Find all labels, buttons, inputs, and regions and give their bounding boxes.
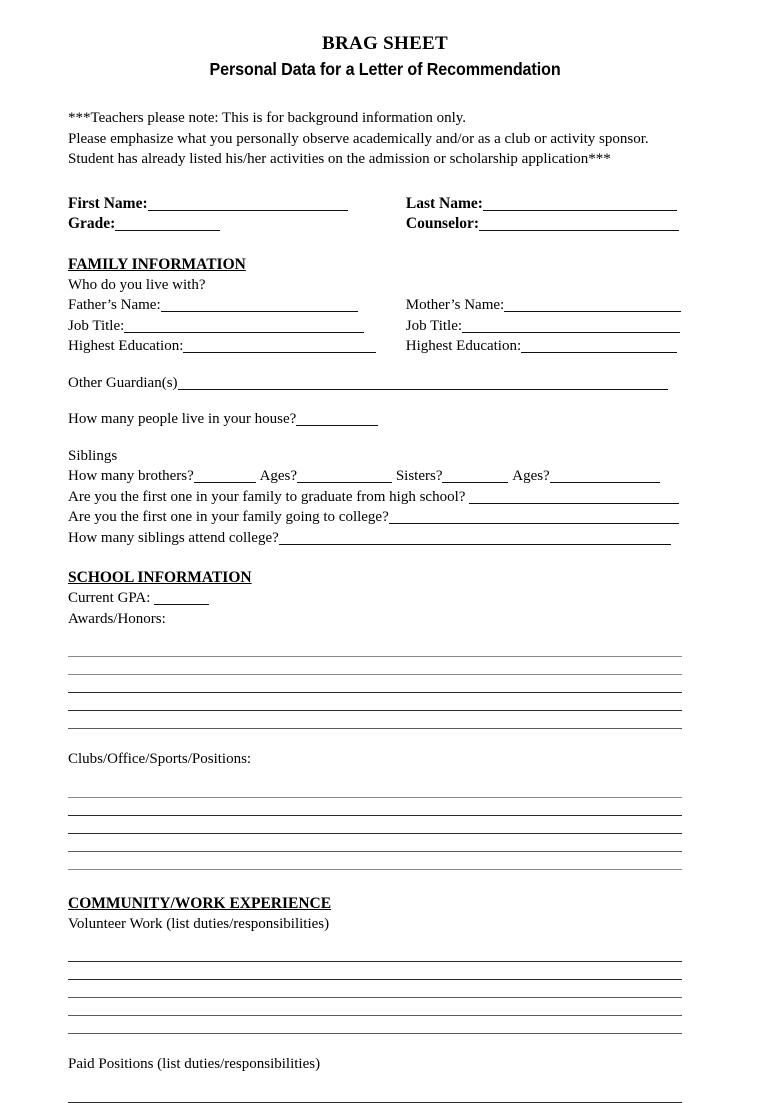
- siblings-college-label: How many siblings attend college?: [68, 529, 279, 546]
- brothers-label: How many brothers?: [68, 468, 194, 484]
- mother-name-field[interactable]: [406, 295, 681, 316]
- father-name-input[interactable]: [161, 298, 358, 312]
- write-in-line[interactable]: [68, 639, 682, 657]
- sisters-input[interactable]: [442, 469, 508, 483]
- first-name-input[interactable]: [148, 197, 348, 211]
- gpa-input[interactable]: [154, 591, 209, 605]
- live-with-label: Who do you live with?: [68, 276, 206, 293]
- write-in-line[interactable]: [68, 798, 682, 816]
- mother-job-field[interactable]: [406, 316, 680, 337]
- school-information-heading: SCHOOL INFORMATION: [68, 569, 252, 586]
- community-work-section: [68, 894, 702, 1103]
- first-name-field[interactable]: [68, 194, 402, 215]
- awards-write-in-lines[interactable]: [68, 639, 702, 729]
- title-block: [68, 0, 702, 82]
- siblings-count-row: [68, 466, 702, 487]
- write-in-line[interactable]: [68, 693, 682, 711]
- first-graduate-label: Are you the first one in your family to graduate from high school?: [68, 488, 466, 505]
- parent-name-row: [68, 295, 702, 316]
- volunteer-work-label: Volunteer Work (list duties/responsibilities): [68, 915, 330, 932]
- grade-label: Grade:: [68, 215, 116, 232]
- write-in-line[interactable]: [68, 962, 682, 980]
- siblings-heading-label: Siblings: [68, 447, 118, 464]
- write-in-line[interactable]: [68, 944, 682, 962]
- sisters-ages-input[interactable]: [550, 469, 660, 483]
- gpa-label: Current GPA:: [68, 590, 151, 606]
- volunteer-label-row: [68, 914, 702, 935]
- write-in-line[interactable]: [68, 816, 682, 834]
- brothers-input[interactable]: [194, 469, 256, 483]
- teacher-note-line-2: Please emphasize what you personally observe academically and/or as a club or activity sponsor.: [68, 130, 649, 147]
- first-graduate-input[interactable]: [469, 490, 679, 504]
- father-education-field[interactable]: [68, 336, 402, 357]
- father-job-input[interactable]: [124, 319, 364, 333]
- house-count-input[interactable]: [296, 412, 378, 426]
- counselor-label: Counselor:: [405, 215, 480, 232]
- paid-positions-write-in-lines[interactable]: [68, 1085, 702, 1103]
- write-in-line[interactable]: [68, 675, 682, 693]
- first-college-input[interactable]: [389, 510, 679, 524]
- gpa-field[interactable]: [68, 588, 702, 609]
- grade-field[interactable]: [68, 214, 402, 235]
- write-in-line[interactable]: [68, 1085, 682, 1103]
- write-in-line[interactable]: [68, 1016, 682, 1034]
- grade-input[interactable]: [115, 217, 220, 231]
- father-job-field[interactable]: [68, 316, 402, 337]
- write-in-line[interactable]: [68, 657, 682, 675]
- father-name-label: Father’s Name:: [68, 297, 161, 313]
- write-in-line[interactable]: [68, 980, 682, 998]
- father-education-label: Highest Education:: [68, 338, 184, 354]
- teacher-note: [68, 108, 702, 170]
- first-college-field[interactable]: [68, 507, 702, 528]
- first-graduate-field[interactable]: [68, 487, 702, 508]
- school-information-section: [68, 568, 702, 870]
- teacher-note-line-1: ***Teachers please note: This is for background information only.: [68, 110, 467, 126]
- last-name-field[interactable]: [406, 194, 677, 215]
- write-in-line[interactable]: [68, 711, 682, 729]
- mother-name-label: Mother’s Name:: [405, 297, 505, 313]
- clubs-label: Clubs/Office/Sports/Positions:: [68, 751, 252, 767]
- other-guardian-input[interactable]: [178, 376, 668, 390]
- mother-education-label: Highest Education:: [405, 338, 522, 354]
- sisters-label: Sisters?: [395, 468, 443, 484]
- page-subtitle: Personal Data for a Letter of Recommendation: [209, 59, 561, 79]
- counselor-input[interactable]: [479, 217, 679, 231]
- mother-job-label: Job Title:: [405, 317, 463, 334]
- write-in-line[interactable]: [68, 780, 682, 798]
- house-count-field[interactable]: [68, 409, 702, 430]
- siblings-college-input[interactable]: [279, 531, 671, 545]
- family-information-section: [68, 255, 702, 549]
- clubs-write-in-lines[interactable]: [68, 780, 702, 870]
- parent-education-row: [68, 336, 702, 357]
- mother-education-input[interactable]: [521, 339, 677, 353]
- father-name-field[interactable]: [68, 295, 402, 316]
- write-in-line[interactable]: [68, 852, 682, 870]
- mother-job-input[interactable]: [462, 319, 680, 333]
- other-guardian-label: Other Guardian(s): [68, 374, 178, 391]
- last-name-input[interactable]: [483, 197, 677, 211]
- paid-positions-label-row: [68, 1054, 702, 1075]
- counselor-field[interactable]: [406, 214, 679, 235]
- brothers-ages-label: Ages?: [259, 468, 298, 484]
- mother-education-field[interactable]: [406, 336, 677, 357]
- write-in-line[interactable]: [68, 834, 682, 852]
- write-in-line[interactable]: [68, 998, 682, 1016]
- first-college-label: Are you the first one in your family going to college?: [68, 509, 389, 525]
- page-title: BRAG SHEET: [321, 33, 448, 54]
- parent-job-row: [68, 316, 702, 337]
- grade-row: [68, 214, 702, 235]
- live-with-row: [68, 275, 702, 296]
- last-name-label: Last Name:: [405, 194, 483, 212]
- family-information-heading: FAMILY INFORMATION: [68, 255, 246, 273]
- teacher-note-line-3: Student has already listed his/her activities on the admission or scholarship application***: [68, 151, 611, 167]
- other-guardian-field[interactable]: [68, 373, 702, 394]
- clubs-label-row: [68, 749, 702, 770]
- first-name-label: First Name:: [68, 194, 148, 212]
- father-education-input[interactable]: [183, 339, 376, 353]
- house-count-label: How many people live in your house?: [68, 411, 297, 427]
- mother-name-input[interactable]: [504, 298, 681, 312]
- name-row: [68, 194, 702, 215]
- siblings-college-field[interactable]: [68, 528, 702, 549]
- father-job-label: Job Title:: [68, 317, 125, 334]
- awards-label-row: [68, 609, 702, 630]
- sisters-ages-label: Ages?: [512, 468, 550, 484]
- volunteer-write-in-lines[interactable]: [68, 944, 702, 1034]
- brothers-ages-input[interactable]: [297, 469, 392, 483]
- awards-label: Awards/Honors:: [68, 610, 166, 627]
- community-work-heading: COMMUNITY/WORK EXPERIENCE: [68, 894, 332, 912]
- siblings-heading: [68, 446, 702, 467]
- paid-positions-label: Paid Positions (list duties/responsibilities): [68, 1056, 321, 1072]
